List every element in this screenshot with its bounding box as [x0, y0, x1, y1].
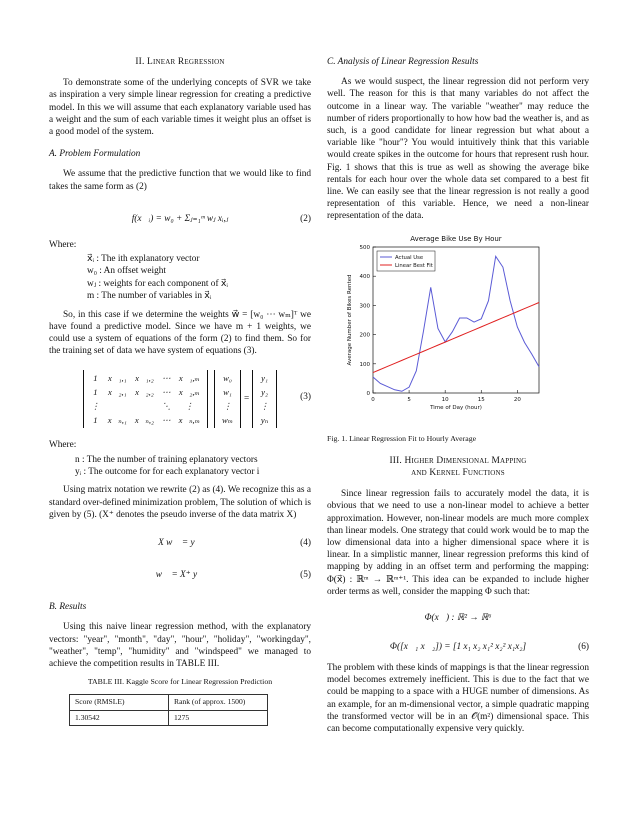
paragraph-intro: To demonstrate some of the underlying concepts of SVR we take as inspiration a very simple linear regression for creating a predictive model. In this we will assume that each explanatory variable used has a weight and the sum of each variable times it weight plus an offset is a good model of the system. — [49, 78, 311, 138]
x-tick-label: 10 — [441, 396, 449, 403]
y-tick-label: 200 — [359, 332, 370, 339]
x-tick-label: 15 — [477, 396, 485, 403]
paragraph-weights: So, in this case if we determine the weights w⃗ = [w₀ ⋯ wₘ]ᵀ we have found a predictive model. Since we have m + 1 weights, we could use a system of equations of the form (2) to find them. So for the training set of data we have system of equations (3). — [49, 309, 311, 357]
y-tick-label: 500 — [359, 244, 370, 251]
paragraph-results: Using this naive linear regression method, with the explanatory vectors: "year", "month", "day", "hour", "holiday", "workingday", "weather", "temp", "humidity" and "windspeed" we managed to achieve the competition results in TABLE III. — [49, 622, 311, 669]
legend-label: Linear Best Fit — [395, 262, 433, 269]
y-axis-label: Average Number of Bikes Rented — [347, 274, 353, 366]
definition-list-2 — [75, 454, 311, 479]
definition-item: w₀ : An offset weight — [87, 266, 166, 277]
outcome-vector: y₁ y₂ ⋮ yₙ — [252, 370, 277, 428]
chart-title: Average Bike Use By Hour — [410, 234, 502, 243]
equation-2-body: f(x⃗ᵢ) = w₀ + Σⱼ₌₁ᵐ wⱼ xᵢ,ⱼ — [131, 213, 229, 224]
table-header-row — [70, 695, 268, 710]
definition-item: x⃗ᵢ : The ith explanatory vector — [87, 254, 200, 265]
paragraph-mapping: Since linear regression fails to accurately model the data, it is obvious that we need to use a non-linear model to achieve a better approximation. However, non-linear models are much more complex than linear models. One strategy that could work would be to map the low dimensional data into a higher dimensional space where it is linear. In a simplistic manner, linear regression preforms this kind of mapping by adding in an offset term and performing the mapping: Φ(x⃗) : ℝᵐ → ℝᵐ⁺¹. This idea can be expanded to include higher order terms as well, consider the mapping Φ such that: — [327, 489, 589, 597]
legend-label: Actual Use — [395, 254, 424, 261]
results-table — [69, 694, 268, 725]
definition-item: wⱼ : weights for each component of x⃗ᵢ — [87, 278, 228, 289]
figure-caption: Fig. 1. Linear Regression Fit to Hourly Average — [327, 433, 477, 443]
where-label-1: Where: — [49, 239, 77, 250]
y-tick-label: 400 — [359, 273, 370, 280]
equation-3-number: (3) — [300, 392, 311, 403]
paragraph-inefficiency: The problem with these kinds of mappings is that the linear regression model becomes extremely inefficient. This is due to the fact that we could be mapping to a space with a HUGE number of dimensions. As an example, for an m-dimensional vector, a simple quadratic mapping the transformed vector will be in an 𝒪(m²) dimensional space. This can become computationally expensive very quickly. — [327, 663, 589, 735]
equation-6-number: (6) — [578, 641, 589, 652]
x-tick-label: 0 — [371, 396, 375, 403]
series-line-linear-best-fit — [373, 302, 539, 372]
data-matrix: 1 x⃗₁,₁ x⃗₁,₂ ⋯ x⃗₁,ₘ 1 x⃗₂,₁ x⃗₂,₂ ⋯ x⃗₂,ₘ ⋮ ⋱ ⋮ 1 x⃗ₙ,₁ x⃗ₙ,₂ ⋯ x⃗ₙ,ₘ — [83, 370, 208, 428]
table-caption: TABLE III. Kaggle Score for Linear Regression Prediction — [87, 677, 273, 687]
table-header-cell: Score (RMSLE) — [70, 695, 169, 710]
definition-item: m : The number of variables in x⃗ᵢ — [87, 291, 212, 302]
definition-item: yᵢ : The outcome for for each explanatory vector i — [75, 467, 260, 478]
equation-phi-body: Φ(x⃗) : ℝ² → ℝ⁶ — [424, 612, 492, 623]
paragraph-analysis: As we would suspect, the linear regression did not perform very well. The reason for this is that many variables do not affect the outcome in a linear way. The variable "weather" may reduce the number of riders proportionally to how how bad the weather is, and as such, is a good candidate for linear regression but what about a variable like "hour"? You would intuitively think that this variable would create spikes in the outcome for hours that represent rush hour. Fig. 1 shows that this is true as well as showing the average bike rentals for each hour over the whole data set compared to a best fit line. We can easily see that the linear regression is not really a good representation of this variable. Hence, we need a non-linear representation of the data. — [327, 77, 589, 222]
subsection-b-title: B. Results — [49, 602, 87, 613]
table-row — [70, 710, 268, 725]
y-tick-label: 100 — [359, 361, 370, 368]
table-cell: 1275 — [169, 710, 268, 725]
equation-4 — [49, 527, 311, 559]
equals-sign: = — [244, 394, 250, 405]
definition-list-1 — [87, 253, 311, 303]
definition-item: n : The the number of training eplanatory vectors — [75, 454, 258, 465]
equation-phi — [327, 604, 589, 632]
x-tick-label: 20 — [513, 396, 521, 403]
hourly-average-chart — [327, 229, 589, 429]
y-tick-label: 300 — [359, 303, 370, 310]
equation-4-body: X w⃗ = y⃗ — [158, 537, 202, 548]
paragraph-formulation: We assume that the predictive function that we would like to find takes the same form as (2) — [49, 169, 311, 192]
series-line-actual-use — [373, 256, 539, 391]
table-header-cell: Rank (of approx. 1500) — [169, 695, 268, 710]
equation-5-body: w⃗ = X⁺ y⃗ — [155, 569, 205, 580]
x-axis-label: Time of Day (hour) — [430, 404, 482, 411]
subsection-c-title: C. Analysis of Linear Regression Results — [327, 57, 479, 67]
y-tick-label: 0 — [366, 390, 370, 397]
weight-vector: w₀ w₁ ⋮ wₘ — [214, 370, 241, 428]
paragraph-matrix-notation: Using matrix notation we rewrite (2) as (4). We recognize this as a standard over-defined minimization problem, The solution of which is given by (5). (X⁺ denotes the pseudo inverse of the data matrix X) — [49, 485, 311, 520]
section-2-title: II. Linear Regression — [135, 57, 225, 67]
equation-6-body: Φ([x⃗₁ x⃗₂]) = [1 x₁ x₂ x₁² x₂² x₁x₂] — [389, 641, 527, 652]
x-tick-label: 5 — [407, 396, 411, 403]
left-column — [49, 56, 311, 726]
equation-3-matrix — [49, 363, 311, 435]
section-3-title-line2: and Kernel Functions — [411, 468, 505, 479]
equation-2 — [49, 199, 311, 239]
figure-1 — [327, 229, 589, 429]
right-column — [327, 56, 589, 741]
section-3-title-line1: III. Higher Dimensional Mapping — [389, 455, 527, 466]
equation-5-number: (5) — [300, 569, 311, 580]
equation-6 — [327, 632, 589, 662]
where-label-2: Where: — [49, 440, 77, 451]
equation-5 — [49, 559, 311, 591]
equation-2-number: (2) — [300, 213, 311, 224]
subsection-a-title: A. Problem Formulation — [49, 149, 141, 160]
equation-4-number: (4) — [300, 537, 311, 548]
table-cell: 1.30542 — [70, 710, 169, 725]
